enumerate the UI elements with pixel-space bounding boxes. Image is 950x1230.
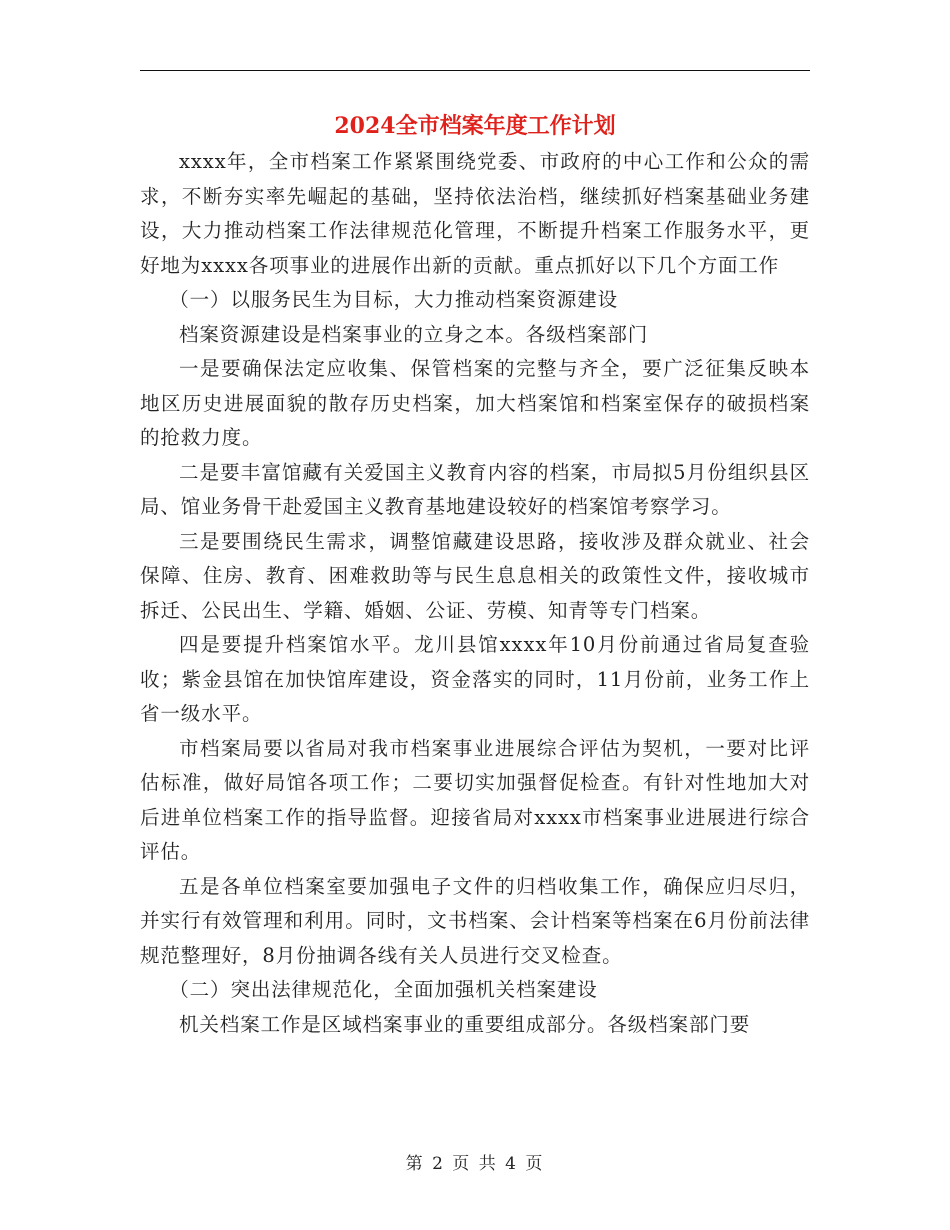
- section-heading-1: （一）以服务民生为目标，大力推动档案资源建设: [169, 288, 619, 311]
- paragraph-city-bureau: 市档案局要以省局对我市档案事业进展综合评估为契机，一要对比评估标准，做好局馆各项工作；二要切实加强督促检查。有针对性地加大对后进单位档案工作的指导监督。迎接省局对xxxx市档案事业进展进行综合评估。: [140, 736, 810, 863]
- page-number-footer: 第 2 页 共 4 页: [405, 1154, 545, 1174]
- paragraph-item-4: 四是要提升档案馆水平。龙川县馆xxxx年10月份前通过省局复查验收；紫金县馆在加快馆库建设，资金落实的同时，11月份前，业务工作上省一级水平。: [140, 633, 810, 725]
- document-body: [140, 145, 810, 1042]
- paragraph-resource-intro: 档案资源建设是档案事业的立身之本。各级档案部门: [179, 322, 649, 346]
- paragraph-item-2: 二是要丰富馆藏有关爱国主义教育内容的档案，市局拟5月份组织县区局、馆业务骨干赴爱国主义教育基地建设较好的档案馆考察学习。: [140, 460, 810, 518]
- paragraph-item-3: 三是要围绕民生需求，调整馆藏建设思路，接收涉及群众就业、社会保障、住房、教育、困难救助等与民生息息相关的政策性文件，接收城市拆迁、公民出生、学籍、婚姻、公证、劳模、知青等专门档案。: [140, 529, 810, 622]
- paragraph-item-5: 五是各单位档案室要加强电子文件的归档收集工作，确保应归尽归，并实行有效管理和利用。同时，文书档案、会计档案等档案在6月份前法律规范整理好，8月份抽调各线有关人员进行交叉检查。: [140, 874, 810, 967]
- paragraph-agency-archives: 机关档案工作是区域档案事业的重要组成部分。各级档案部门要: [179, 1012, 751, 1036]
- document-title: 2024全市档案年度工作计划: [334, 113, 616, 139]
- paragraph-intro: xxxx年，全市档案工作紧紧围绕党委、市政府的中心工作和公众的需求，不断夯实率先崛起的基础，坚持依法治档，继续抓好档案基础业务建设，大力推动档案工作法律规范化管理，不断提升档案工作服务水平，更好地为xxxx各项事业的进展作出新的贡献。重点抓好以下几个方面工作: [140, 150, 810, 277]
- header-rule: [140, 70, 810, 71]
- section-heading-2: （二）突出法律规范化，全面加强机关档案建设: [169, 978, 598, 1001]
- paragraph-item-1: 一是要确保法定应收集、保管档案的完整与齐全，要广泛征集反映本地区历史进展面貌的散存历史档案，加大档案馆和档案室保存的破损档案的抢救力度。: [140, 357, 810, 449]
